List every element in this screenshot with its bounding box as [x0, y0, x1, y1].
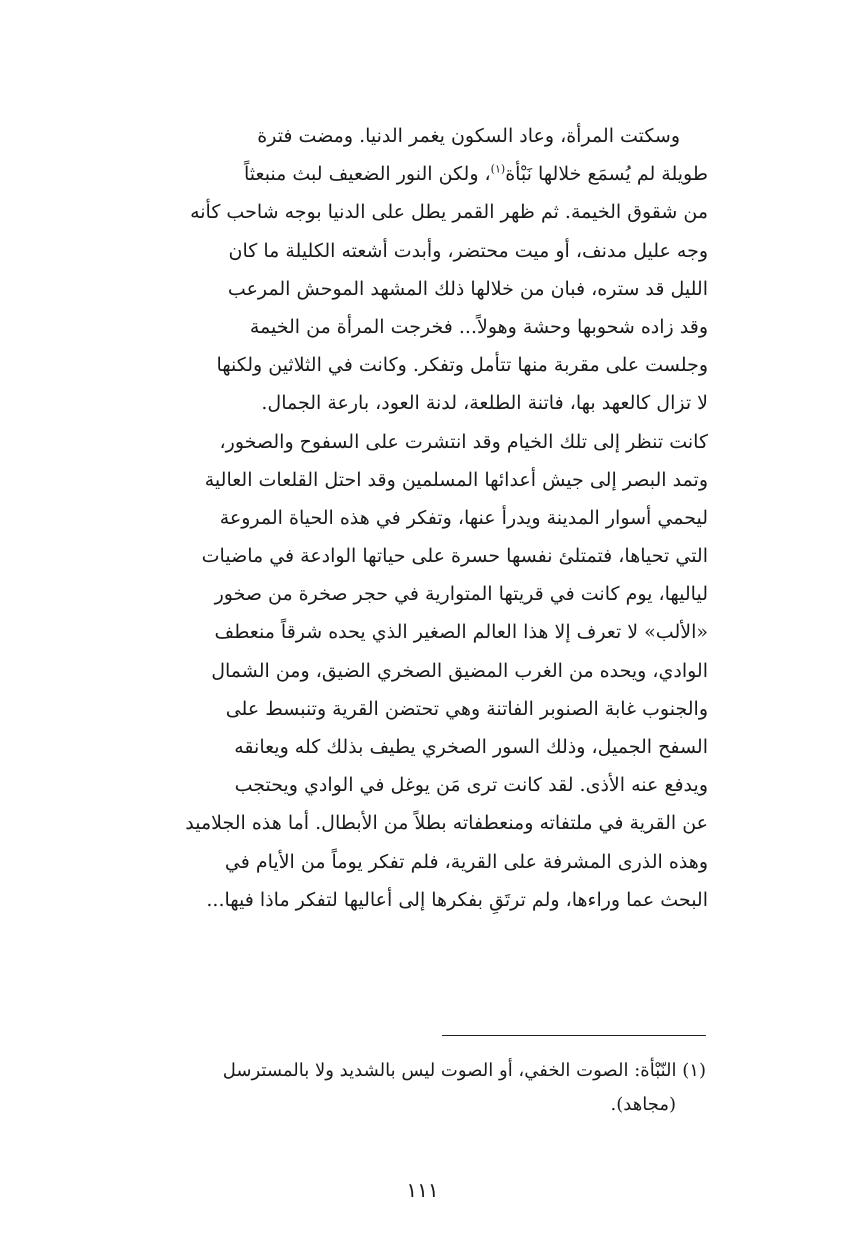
footnote-divider	[442, 1035, 706, 1036]
text-line: والجنوب غابة الصنوبر الفاتنة وهي تحتضن القرية وتنبسط على	[225, 697, 708, 720]
text-line-part: ، ولكن النور الضعيف لبث منبعثاً	[244, 163, 491, 186]
page-number: ١١١	[406, 1178, 439, 1202]
text-line	[108, 155, 708, 193]
text-line: السفح الجميل، وذلك السور الصخري يطيف بذلك كله ويعانقه	[234, 736, 708, 758]
footnote-line: (١) النّبْأة: الصوت الخفي، أو الصوت ليس بالشديد ولا بالمسترسل	[222, 1060, 706, 1081]
text-line: «الألب» لا تعرف إلا هذا العالم الصغير الذي يحده شرقاً منعطف	[214, 621, 708, 644]
text-line: وقد زاده شحوبها وحشة وهولاً... فخرجت المرأة من الخيمة	[249, 315, 708, 338]
text-line: ويدفع عنه الأذى. لقد كانت ترى مَن يوغل في الوادي ويحتجب	[234, 774, 708, 797]
text-line: وهذه الذرى المشرفة على القرية، فلم تفكر يوماً من الأيام في	[224, 850, 708, 873]
text-line: وجه عليل مدنف، أو ميت محتضر، وأبدت أشعته الكليلة ما كان	[228, 239, 708, 262]
text-line-part: طويلة لم يُسمَع خلالها نَبْأة	[505, 163, 708, 186]
footnote-reference: (١)	[490, 162, 506, 176]
text-line: كانت تنظر إلى تلك الخيام وقد انتشرت على السفوح والصخور،	[219, 430, 708, 453]
text-line: وجلست على مقربة منها تتأمل وتفكر. وكانت في الثلاثين ولكنها	[216, 354, 708, 377]
text-line: وتمد البصر إلى جيش أعدائها المسلمين وقد احتل القلعات العالية	[204, 468, 708, 491]
text-line: لا تزال كالعهد بها، فاتنة الطلعة، لدنة العود، بارعة الجمال.	[261, 392, 708, 415]
text-line: ليحمي أسوار المدينة ويدرأ عنها، وتفكر في هذه الحياة المروعة	[219, 506, 708, 529]
text-line: لياليها، يوم كانت في قريتها المتوارية في حجر صخرة من صخور	[214, 583, 708, 606]
text-line: عن القرية في ملتفاته ومنعطفاته بطلاً من الأبطال. أما هذه الجلاميد	[185, 812, 708, 835]
text-line: التي تحياها، فتمتلئ نفسها حسرة على حياتها الوادعة في ماضيات	[201, 545, 708, 568]
text-line: الليل قد ستره، فبان من خلالها ذلك المشهد الموحش المرعب	[227, 277, 708, 300]
main-text	[108, 117, 708, 919]
text-line: من شقوق الخيمة. ثم ظهر القمر يطل على الدنيا بوجه شاحب كأنه	[190, 201, 708, 224]
text-line: وسكتت المرأة، وعاد السكون يغمر الدنيا. ومضت فترة	[257, 125, 680, 147]
text-line: الوادي، ويحده من الغرب المضيق الصخري الضيق، ومن الشمال	[211, 659, 708, 682]
footnotes	[108, 1054, 706, 1122]
text-line: البحث عما وراءها، ولم ترتَقِ بفكرها إلى أعاليها لتفكر ماذا فيها...	[206, 888, 708, 911]
footnote-line: (مجاهد).	[610, 1094, 676, 1115]
